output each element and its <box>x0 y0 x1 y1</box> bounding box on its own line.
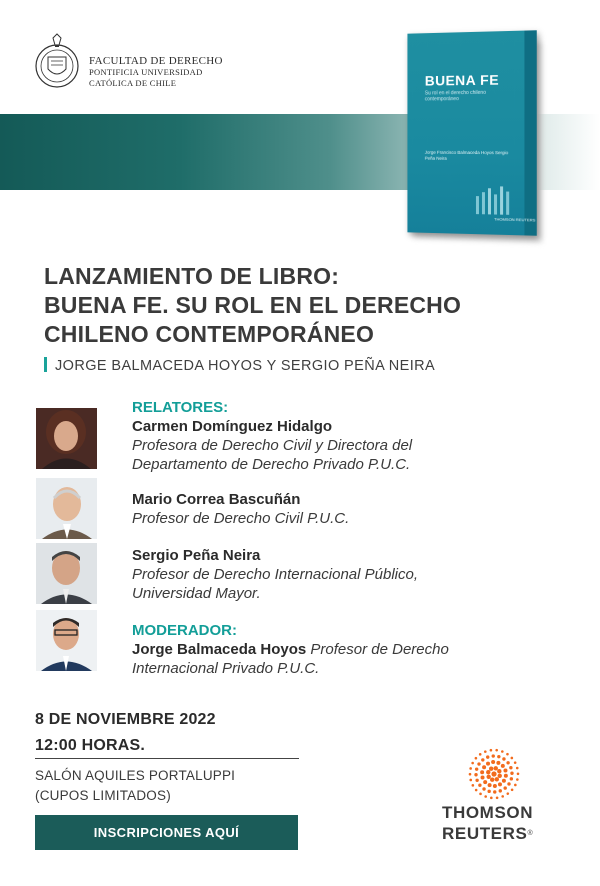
speaker-name: Carmen Domínguez Hidalgo <box>132 418 333 435</box>
logo-dot <box>504 774 508 778</box>
logo-dot <box>497 769 501 773</box>
logo-dot <box>503 786 506 789</box>
logo-dot <box>499 789 502 792</box>
logo-dot <box>496 761 500 765</box>
thomson-reuters-logo <box>442 802 533 844</box>
logo-dot <box>481 776 485 780</box>
thomson-reuters-logo-icon <box>466 746 522 802</box>
logo-dot <box>496 797 499 800</box>
venue-name: SALÓN AQUILES PORTALUPPI <box>35 768 236 783</box>
logo-dot <box>498 774 502 778</box>
logo-dot <box>491 771 496 776</box>
moderator-photo <box>36 610 97 671</box>
registered-mark: ® <box>527 830 534 837</box>
divider <box>35 758 299 759</box>
logo-dot <box>469 773 472 776</box>
logo-dot <box>486 775 490 779</box>
moderator-name: Jorge Balmaceda Hoyos <box>132 641 307 658</box>
logo-dot <box>491 760 495 764</box>
speaker-desc: Profesor de Derecho Civil P.U.C. <box>132 510 350 527</box>
logo-dot <box>517 773 520 776</box>
speaker-3 <box>132 546 418 603</box>
logo-dot <box>511 788 514 791</box>
logo-dot <box>497 755 500 758</box>
book-publisher: THOMSON REUTERS <box>494 216 536 223</box>
logo-dot <box>514 784 517 787</box>
university-crest-icon <box>34 33 80 93</box>
logo-dot <box>469 779 472 782</box>
speaker-desc: Profesor de Derecho Internacional Público, <box>132 566 418 583</box>
speaker-name: Mario Correa Bascuñán <box>132 491 301 508</box>
logo-dot <box>474 773 477 776</box>
logo-dot <box>490 749 493 752</box>
logo-dot <box>506 753 509 756</box>
moderator-desc: Internacional Privado P.U.C. <box>132 660 320 677</box>
logo-dot <box>486 762 490 766</box>
venue-block <box>35 766 235 806</box>
logo-dot <box>487 790 490 793</box>
event-title-line1: LANZAMIENTO DE LIBRO: <box>44 263 340 289</box>
logo-dot <box>477 762 480 765</box>
moderator-label: MODERADOR: <box>132 622 237 639</box>
logo-dot <box>501 750 504 753</box>
logo-dot <box>484 795 487 798</box>
logo-dot <box>516 778 519 781</box>
book-spine <box>524 30 536 235</box>
event-date: 8 DE NOVIEMBRE 2022 <box>35 711 216 728</box>
logo-dot <box>478 783 481 786</box>
venue-note: (CUPOS LIMITADOS) <box>35 788 171 803</box>
speaker-name: Sergio Peña Neira <box>132 547 261 564</box>
logo-dot <box>511 757 514 760</box>
logo-dot <box>514 761 517 764</box>
logo-dot <box>484 750 487 753</box>
event-schedule <box>35 707 216 759</box>
accent-bar <box>44 357 47 372</box>
logo-dot <box>502 757 505 760</box>
speaker-1 <box>132 398 412 474</box>
logo-dot <box>510 777 513 780</box>
register-button[interactable]: INSCRIPCIONES AQUÍ <box>35 815 298 850</box>
logo-dot <box>475 757 478 760</box>
moderator <box>132 621 449 678</box>
logo-dot <box>482 787 485 790</box>
logo-dot <box>475 789 478 792</box>
logo-dot <box>479 793 482 796</box>
logo-dot <box>494 766 498 770</box>
logo-dot <box>471 762 474 765</box>
speaker-photo-mario <box>36 478 97 539</box>
logo-dot <box>469 767 472 770</box>
faculty-line2: PONTIFICIA UNIVERSIDAD <box>89 67 203 77</box>
logo-dot <box>495 777 499 781</box>
book-authors: Jorge Francisco Balmaceda Hoyos Sergio Peña Neira <box>424 149 509 161</box>
logo-dot <box>503 768 507 772</box>
logo-dot <box>509 766 512 769</box>
logo-dot <box>510 772 513 775</box>
book-title: BUENA FE <box>424 71 500 89</box>
logo-dot <box>489 766 493 770</box>
book-authors-line <box>44 357 435 374</box>
logo-dot <box>516 767 519 770</box>
speaker-photo-sergio <box>36 543 97 604</box>
event-title-line2: BUENA FE. SU ROL EN EL DERECHO <box>44 292 462 318</box>
logo-dot <box>482 765 486 769</box>
logo-dot <box>483 780 487 784</box>
logo-dot <box>486 770 490 774</box>
logo-dot <box>507 792 510 795</box>
moderator-desc: Profesor de Derecho <box>306 641 449 658</box>
speaker-2 <box>132 490 349 528</box>
logo-dot <box>479 753 482 756</box>
logo-dot <box>501 764 505 768</box>
speaker-photo-carmen <box>36 408 97 469</box>
logo-dot <box>472 784 475 787</box>
speaker-desc: Departamento de Derecho Privado P.U.C. <box>132 456 411 473</box>
speaker-desc: Profesora de Derecho Civil y Directora del <box>132 437 413 454</box>
event-title <box>44 262 461 349</box>
logo-dot <box>506 761 509 764</box>
event-title-line3: CHILENO CONTEMPORÁNEO <box>44 321 375 347</box>
logo-dot <box>501 795 504 798</box>
logo-dot <box>493 790 496 793</box>
logo-dot <box>502 779 506 783</box>
sponsor-line2: REUTERS <box>442 824 528 843</box>
logo-dot <box>507 782 510 785</box>
faculty-name <box>89 56 223 89</box>
logo-dot <box>490 778 494 782</box>
logo-dot <box>488 783 492 787</box>
event-time: 12:00 HORAS. <box>35 737 145 754</box>
logo-dot <box>493 784 497 788</box>
logo-dot <box>475 767 478 770</box>
book-subtitle: Su rol en el derecho chileno contemporáneo <box>424 89 486 103</box>
logo-dot <box>486 755 489 758</box>
faculty-line3: CATÓLICA DE CHILE <box>89 78 177 88</box>
faculty-line1: FACULTAD DE DERECHO <box>89 55 223 67</box>
logo-dot <box>498 782 502 786</box>
logo-dot <box>481 758 484 761</box>
speakers-label: RELATORES: <box>132 399 229 416</box>
logo-dot <box>495 749 498 752</box>
authors-text: JORGE BALMACEDA HOYOS Y SERGIO PEÑA NEIRA <box>55 358 436 374</box>
sponsor-line1: THOMSON <box>442 803 534 822</box>
logo-dot <box>492 754 495 757</box>
logo-dot <box>490 797 493 800</box>
speaker-desc: Universidad Mayor. <box>132 585 261 602</box>
logo-dot <box>475 779 478 782</box>
logo-dot <box>480 770 484 774</box>
book-cover <box>407 30 536 235</box>
